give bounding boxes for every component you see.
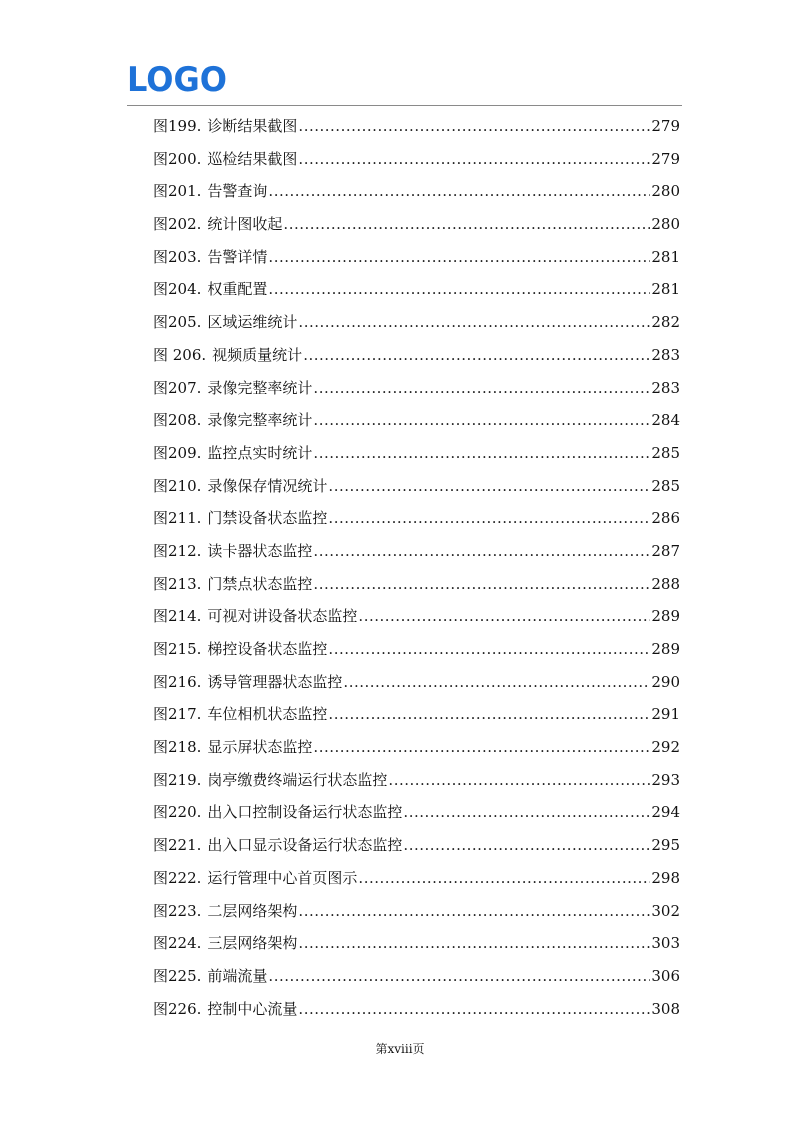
toc-entry[interactable] — [153, 208, 680, 241]
figure-number: 图202. — [153, 215, 202, 234]
figure-number: 图216. — [153, 672, 202, 691]
toc-entry[interactable] — [153, 666, 680, 699]
figure-title: 告警查询 — [207, 182, 268, 201]
figure-title: 录像完整率统计 — [207, 411, 313, 430]
toc-entry[interactable] — [153, 273, 680, 306]
dot-leader — [298, 895, 650, 928]
page-number: 283 — [651, 378, 680, 397]
page-number: 283 — [651, 345, 680, 364]
toc-entry[interactable] — [153, 764, 680, 797]
toc-entry[interactable] — [153, 306, 680, 339]
figure-title: 诊断结果截图 — [207, 117, 298, 135]
page-number: 285 — [651, 443, 680, 462]
figure-title: 二层网络架构 — [207, 901, 298, 920]
toc-entry[interactable] — [153, 372, 680, 405]
dot-leader — [313, 731, 650, 764]
dot-leader — [303, 339, 650, 372]
figure-number: 图217. — [153, 705, 202, 724]
logo-text: LOGO — [127, 62, 227, 95]
dot-leader — [313, 404, 650, 437]
figure-title: 前端流量 — [207, 966, 268, 985]
toc-entry[interactable] — [153, 862, 680, 895]
page-number: 306 — [651, 966, 680, 985]
figure-number: 图219. — [153, 770, 202, 789]
page-number: 291 — [651, 705, 680, 724]
toc-entry[interactable] — [153, 502, 680, 535]
page-number: 282 — [651, 313, 680, 332]
page-number: 293 — [651, 770, 680, 789]
page-number: 280 — [651, 182, 680, 201]
figure-title: 显示屏状态监控 — [207, 738, 313, 757]
page-number: 295 — [651, 836, 680, 855]
figure-number: 图212. — [153, 541, 202, 560]
page-number-footer: 第xviii页 — [375, 1042, 425, 1056]
dot-leader — [328, 470, 650, 503]
page-number: 288 — [651, 574, 680, 593]
figure-number: 图203. — [153, 247, 202, 266]
figure-title: 区域运维统计 — [207, 313, 298, 332]
page-number: 290 — [651, 672, 680, 691]
toc-entry[interactable] — [153, 927, 680, 960]
toc-entry[interactable] — [153, 535, 680, 568]
toc-entry[interactable] — [153, 175, 680, 208]
figure-number: 图214. — [153, 607, 202, 626]
figure-number: 图223. — [153, 901, 202, 920]
figure-title: 视频质量统计 — [212, 345, 303, 364]
toc-entry[interactable] — [153, 731, 680, 764]
page-number: 281 — [651, 280, 680, 299]
figure-title: 门禁设备状态监控 — [207, 509, 328, 528]
dot-leader — [298, 993, 650, 1026]
toc-entry[interactable] — [153, 829, 680, 862]
dot-leader — [268, 960, 650, 993]
figure-number: 图200. — [153, 149, 202, 168]
figure-number: 图220. — [153, 803, 202, 822]
toc-entry[interactable] — [153, 143, 680, 176]
figure-title: 诱导管理器状态监控 — [207, 672, 343, 691]
dot-leader — [328, 502, 650, 535]
dot-leader — [268, 241, 650, 274]
dot-leader — [298, 306, 650, 339]
page-number: 289 — [651, 640, 680, 658]
logo — [127, 62, 227, 95]
toc-entry[interactable] — [153, 698, 680, 731]
dot-leader — [358, 600, 650, 633]
figure-number: 图205. — [153, 313, 202, 332]
toc-entry[interactable] — [153, 796, 680, 829]
header-divider — [127, 105, 682, 106]
page-number: 284 — [651, 411, 680, 430]
figure-number: 图226. — [153, 999, 202, 1018]
figure-number: 图209. — [153, 443, 202, 462]
page-number: 280 — [651, 215, 680, 234]
figure-number: 图215. — [153, 640, 202, 658]
page-number: 281 — [651, 247, 680, 266]
toc-entry[interactable] — [153, 993, 680, 1026]
figure-title: 权重配置 — [207, 280, 268, 299]
figure-title: 运行管理中心首页图示 — [207, 868, 358, 887]
dot-leader — [313, 568, 650, 601]
figure-title: 三层网络架构 — [207, 934, 298, 953]
toc-entry[interactable] — [153, 110, 680, 143]
figure-number: 图208. — [153, 411, 202, 430]
figure-number: 图210. — [153, 476, 202, 495]
page-number: 286 — [651, 509, 680, 528]
toc-entry[interactable] — [153, 895, 680, 928]
toc-entry[interactable] — [153, 633, 680, 666]
figure-number: 图 206. — [153, 345, 207, 364]
figure-number: 图199. — [153, 117, 202, 135]
figure-number: 图222. — [153, 868, 202, 887]
page-number: 292 — [651, 738, 680, 757]
toc-entry[interactable] — [153, 339, 680, 372]
figure-title: 梯控设备状态监控 — [207, 640, 328, 658]
page-number: 308 — [651, 999, 680, 1018]
page-number: 298 — [651, 868, 680, 887]
page-number: 302 — [651, 901, 680, 920]
toc-entry[interactable] — [153, 960, 680, 993]
dot-leader — [298, 110, 650, 143]
dot-leader — [298, 927, 650, 960]
figure-number: 图225. — [153, 966, 202, 985]
figure-title: 告警详情 — [207, 247, 268, 266]
toc-entry[interactable] — [153, 437, 680, 470]
toc-entry[interactable] — [153, 600, 680, 633]
dot-leader — [313, 372, 650, 405]
toc-entry[interactable] — [153, 470, 680, 503]
toc-entry[interactable] — [153, 568, 680, 601]
page-number: 287 — [651, 541, 680, 560]
figure-title: 巡检结果截图 — [207, 149, 298, 168]
figure-title: 录像完整率统计 — [207, 378, 313, 397]
figure-title: 统计图收起 — [207, 215, 283, 234]
figure-title: 车位相机状态监控 — [207, 705, 328, 724]
toc-entry[interactable] — [153, 241, 680, 274]
dot-leader — [403, 796, 650, 829]
figure-number: 图224. — [153, 934, 202, 953]
figure-title: 录像保存情况统计 — [207, 476, 328, 495]
dot-leader — [328, 698, 650, 731]
dot-leader — [283, 208, 650, 241]
dot-leader — [313, 535, 650, 568]
figure-title: 控制中心流量 — [207, 999, 298, 1018]
dot-leader — [358, 862, 650, 895]
toc-entry[interactable] — [153, 404, 680, 437]
figure-title: 岗亭缴费终端运行状态监控 — [207, 770, 388, 789]
page-number: 289 — [651, 607, 680, 626]
figure-title: 出入口控制设备运行状态监控 — [207, 803, 403, 822]
dot-leader — [298, 143, 650, 176]
dot-leader — [388, 764, 650, 797]
dot-leader — [313, 437, 650, 470]
figure-title: 可视对讲设备状态监控 — [207, 607, 358, 626]
page-number: 279 — [651, 149, 680, 168]
page-number: 294 — [651, 803, 680, 822]
figure-title: 门禁点状态监控 — [207, 574, 313, 593]
dot-leader — [268, 273, 650, 306]
figure-number: 图211. — [153, 509, 202, 528]
dot-leader — [268, 175, 650, 208]
figure-number: 图218. — [153, 738, 202, 757]
page-number: 303 — [651, 934, 680, 953]
figure-title: 出入口显示设备运行状态监控 — [207, 836, 403, 855]
figure-number: 图213. — [153, 574, 202, 593]
figure-number: 图204. — [153, 280, 202, 299]
figure-title: 读卡器状态监控 — [207, 541, 313, 560]
dot-leader — [328, 633, 650, 666]
page-number: 279 — [651, 117, 680, 135]
dot-leader — [343, 666, 650, 699]
figure-number: 图201. — [153, 182, 202, 201]
figure-list — [153, 110, 680, 1025]
figure-number: 图221. — [153, 836, 202, 855]
dot-leader — [403, 829, 650, 862]
figure-title: 监控点实时统计 — [207, 443, 313, 462]
page-number: 285 — [651, 476, 680, 495]
figure-number: 图207. — [153, 378, 202, 397]
